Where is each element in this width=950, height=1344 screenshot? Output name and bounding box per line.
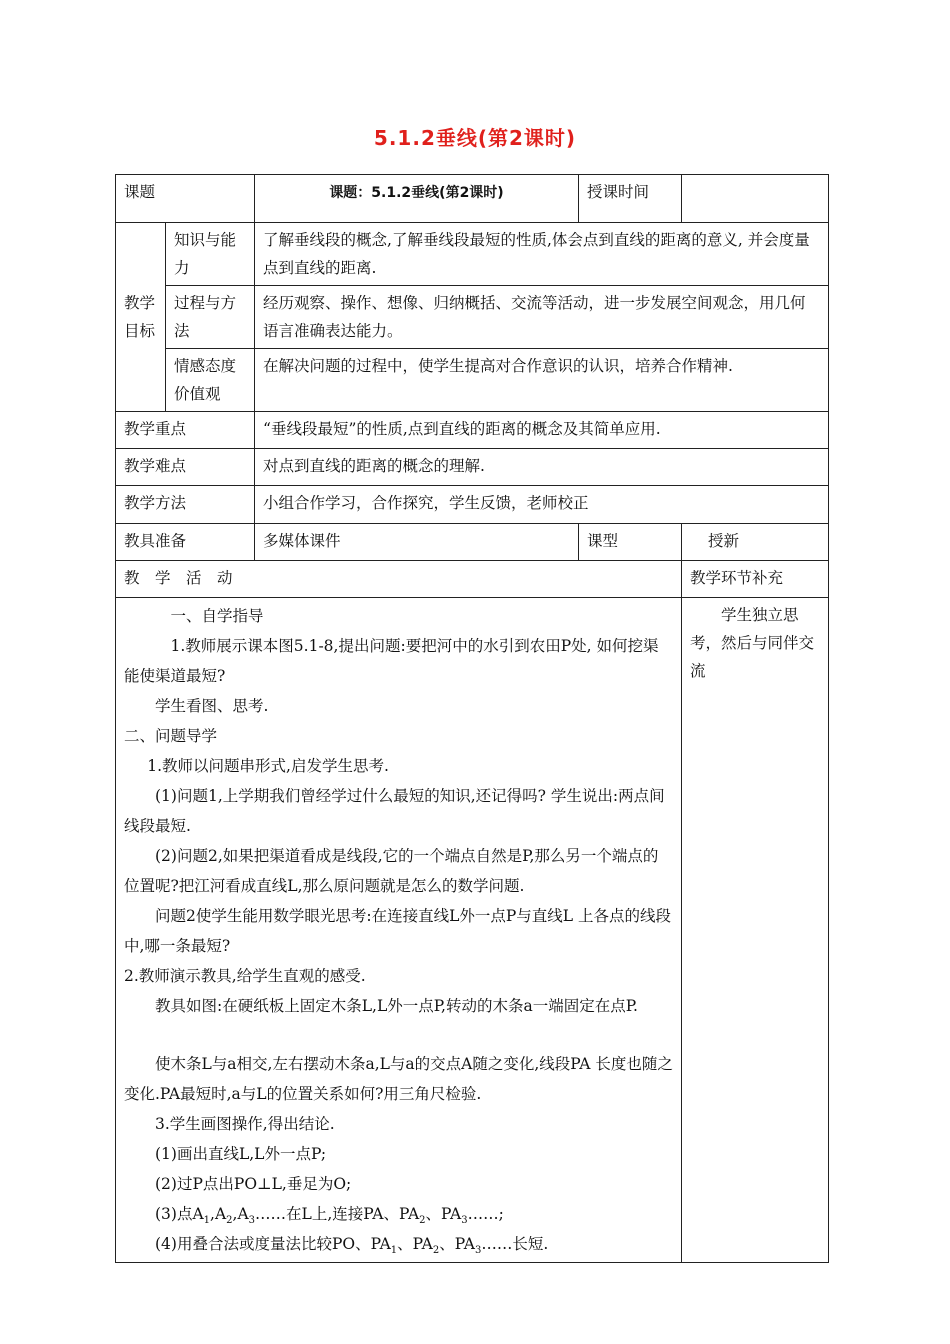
topic-label: 课题 [116, 175, 255, 223]
paragraph: 教具如图:在硬纸板上固定木条L,L外一点P,转动的木条a一端固定在点P. [155, 997, 638, 1015]
tools-value: 多媒体课件 [255, 524, 579, 561]
paragraph: (4)用叠合法或度量法比较PO、$PA_1$、$PA_2$、$PA_3\dots\dots$长短. [155, 1235, 549, 1257]
objective-row-knowledge [116, 223, 829, 286]
objective-text: 经历观察、操作、想像、归纳概括、交流等活动，进一步发展空间观念，用几何语言准确表达能力。 [255, 286, 829, 349]
objective-text: 了解垂线段的概念,了解垂线段最短的性质,体会点到直线的距离的意义, 并会度量点到直线的距离. [255, 223, 829, 286]
objective-sub-label: 知识与能 力 [166, 223, 255, 286]
focus-label: 教学重点 [116, 412, 255, 449]
focus-text: “垂线段最短”的性质,点到直线的距离的概念及其简单应用. [255, 412, 829, 449]
topic-value: 课题：5.1.2垂线(第2课时) [255, 175, 579, 223]
time-value [682, 175, 829, 223]
objective-sub-label: 过程与方 法 [166, 286, 255, 349]
paragraph: (3)点$A_1,A_2,A_3\dots\dots$在L上,连接PA、$PA_2$、$PA_3\dots\dots$; [155, 1205, 504, 1227]
activity-content [116, 598, 682, 1263]
section-heading: 一、自学指导 [170, 607, 264, 625]
header-row [116, 175, 829, 223]
tools-row [116, 524, 829, 561]
section-heading: 二、问题导学 [124, 727, 218, 745]
objective-row-attitude [116, 349, 829, 412]
paragraph: 1.教师以问题串形式,启发学生思考. [147, 757, 389, 775]
time-label: 授课时间 [579, 175, 682, 223]
method-text: 小组合作学习，合作探究，学生反馈，老师校正 [255, 486, 829, 524]
difficulty-row [116, 449, 829, 486]
paragraph: (1)画出直线L,L外一点P; [155, 1145, 327, 1163]
activity-header: 教 学 活 动 [116, 561, 682, 598]
paragraph: 问题2使学生能用数学眼光思考:在连接直线L外一点P与直线L 上各点的线段中,哪一条最短? [124, 907, 672, 955]
method-label: 教学方法 [116, 486, 255, 524]
paragraph: (2)问题2,如果把渠道看成是线段,它的一个端点自然是P,那么另一个端点的位置呢?把江河看成直线L,那么原问题就是怎么的数学问题. [124, 847, 659, 895]
lesson-plan-table [115, 174, 829, 1263]
activity-row [116, 598, 829, 1263]
paragraph: 使木条L与a相交,左右摆动木条a,L与a的交点A随之变化,线段PA 长度也随之变化.PA最短时,a与L的位置关系如何?用三角尺检验. [124, 1055, 673, 1103]
method-row [116, 486, 829, 524]
paragraph: 1.教师展示课本图5.1-8,提出问题:要把河中的水引到农田P处, 如何挖渠能使渠道最短? [124, 637, 659, 685]
difficulty-text: 对点到直线的距离的概念的理解. [255, 449, 829, 486]
paragraph: 3.学生画图操作,得出结论. [155, 1115, 335, 1133]
activity-header-row [116, 561, 829, 598]
difficulty-label: 教学难点 [116, 449, 255, 486]
tools-label: 教具准备 [116, 524, 255, 561]
figure-gap [124, 1021, 673, 1049]
lesson-type-value: 授新 [682, 524, 829, 561]
objective-sub-label: 情感态度 价值观 [166, 349, 255, 412]
objective-row-process [116, 286, 829, 349]
lesson-type-label: 课型 [579, 524, 682, 561]
paragraph: 学生看图、思考. [155, 697, 269, 715]
supplement-header: 教学环节补充 [682, 561, 829, 598]
focus-row [116, 412, 829, 449]
objectives-label: 教学 目标 [116, 223, 166, 412]
supplement-content [682, 598, 829, 1263]
side-note: 学生独立思考，然后与同伴交流 [690, 606, 815, 680]
paragraph: (2)过P点出PO⊥L,垂足为O; [155, 1175, 352, 1193]
paragraph: 2.教师演示教具,给学生直观的感受. [124, 967, 366, 985]
paragraph: (1)问题1,上学期我们曾经学过什么最短的知识,还记得吗? 学生说出:两点间线段最短. [124, 787, 665, 835]
objective-text: 在解决问题的过程中，使学生提高对合作意识的认识，培养合作精神. [255, 349, 829, 412]
page-title: 5.1.2垂线(第2课时) [373, 126, 577, 150]
